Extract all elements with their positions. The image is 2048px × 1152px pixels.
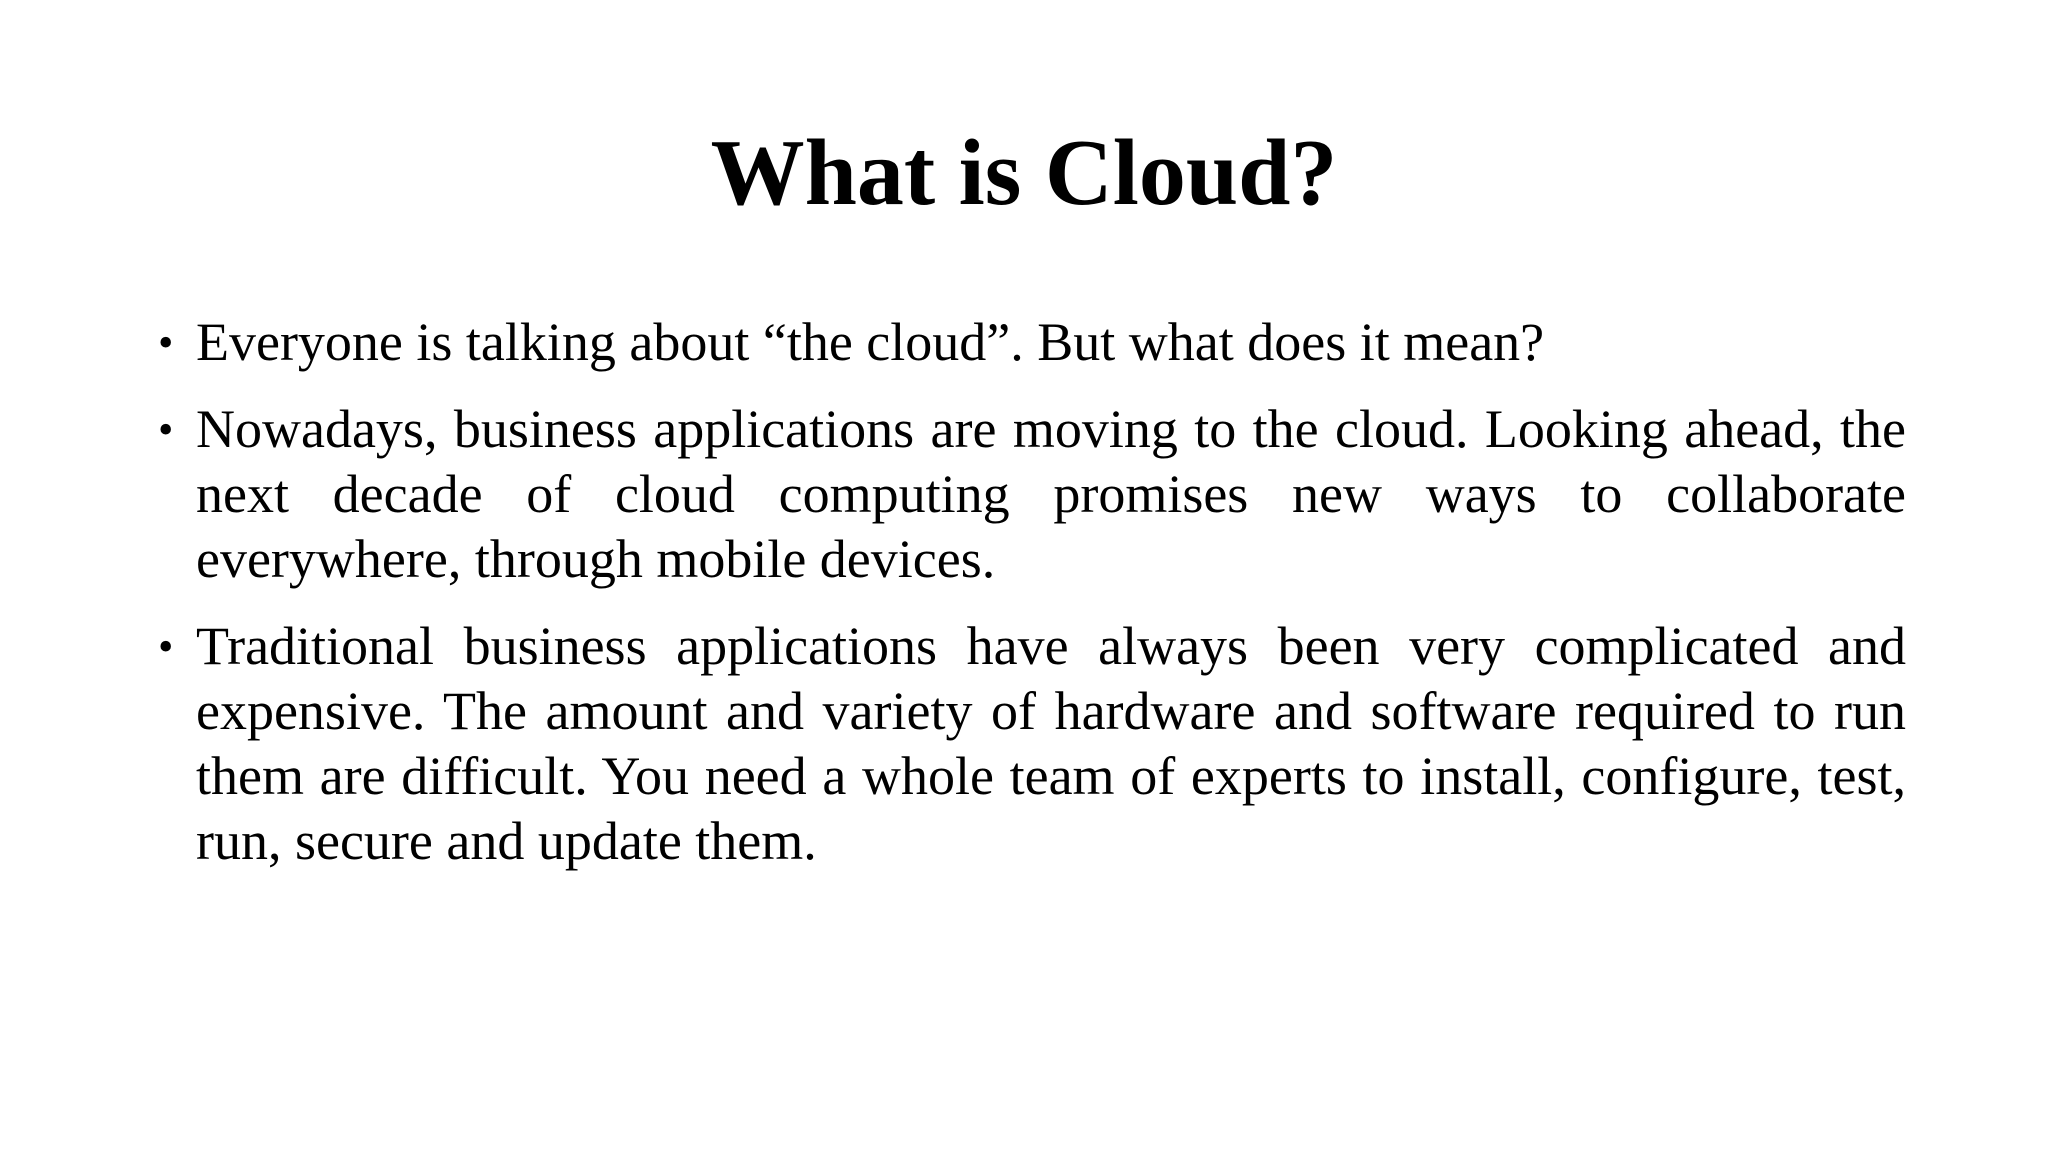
bullet-list (158, 310, 1906, 896)
bullet-dot-icon: • (158, 318, 174, 367)
bullet-item (158, 614, 1906, 874)
bullet-text: Everyone is talking about “the cloud”. But what does it mean? (196, 312, 1545, 372)
bullet-dot-icon: • (158, 405, 174, 454)
slide-title: What is Cloud? (710, 121, 1338, 225)
bullet-dot-icon: • (158, 622, 174, 671)
bullet-item (158, 397, 1906, 592)
bullet-item (158, 310, 1906, 375)
bullet-text: Traditional business applications have always been very complicated and expensive. The amount and variety of hardware and software required to run them are difficult. You need a whole team of experts to install, configure, test, run, secure and update them. (196, 616, 1906, 871)
bullet-text: Nowadays, business applications are moving to the cloud. Looking ahead, the next decade of cloud computing promises new ways to collaborate everywhere, through mobile devices. (196, 399, 1906, 589)
